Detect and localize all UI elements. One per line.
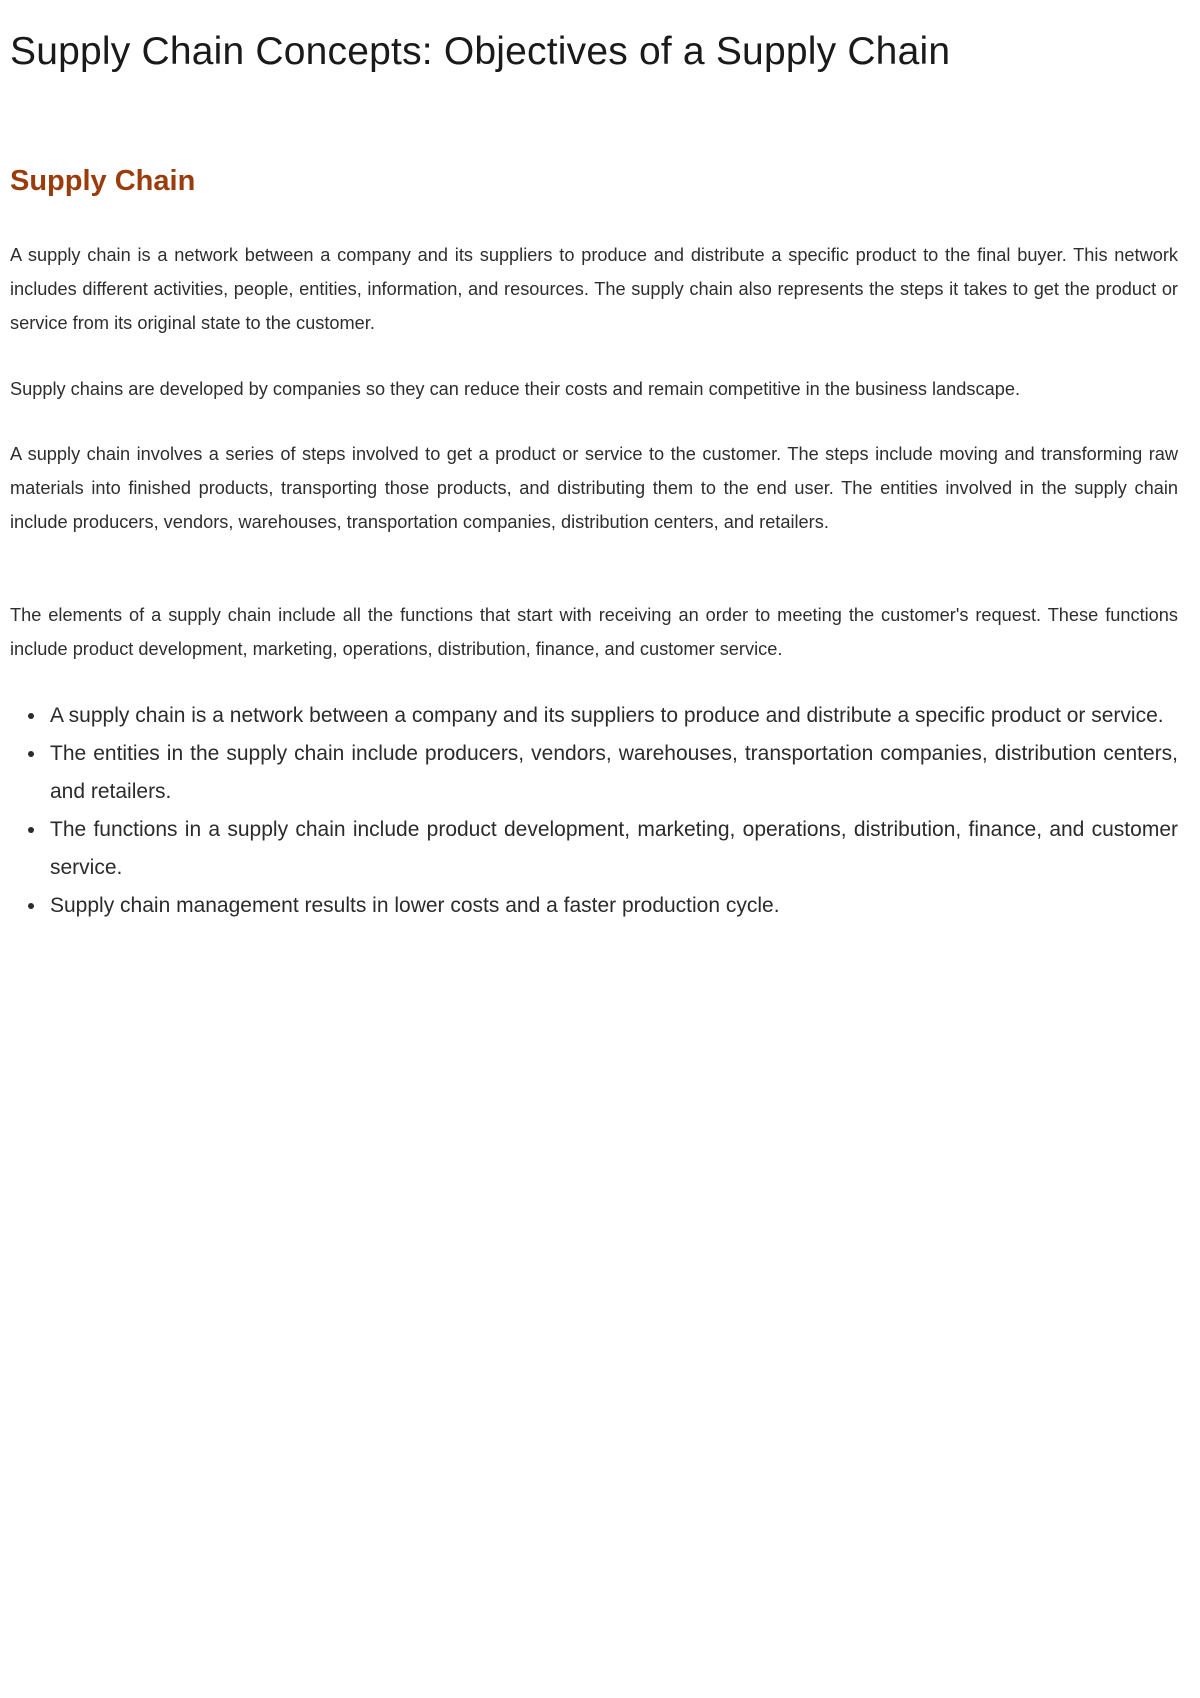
- list-item: [10, 697, 1178, 735]
- list-item: [10, 735, 1178, 811]
- paragraph-definition: A supply chain is a network between a company and its suppliers to produce and distribute a specific product to the final buyer. This network includes different activities, people, entities, information, and resources. The supply chain also represents the steps it takes to get the product or service from its original state to the customer.: [10, 245, 1178, 333]
- key-takeaways-list: [10, 697, 1178, 925]
- bullet-icon: [28, 827, 34, 833]
- page-title: Supply Chain Concepts: Objectives of a Supply Chain: [10, 30, 951, 73]
- paragraph-elements: The elements of a supply chain include all the functions that start with receiving an order to meeting the customer's request. These functions include product development, marketing, operations, distribution, finance, and customer service.: [10, 605, 1178, 659]
- paragraph-steps: A supply chain involves a series of steps involved to get a product or service to the customer. The steps include moving and transforming raw materials into finished products, transporting those products, and distributing them to the end user. The entities involved in the supply chain include producers, vendors, warehouses, transportation companies, distribution centers, and retailers.: [10, 444, 1178, 532]
- list-item-text: The entities in the supply chain include producers, vendors, warehouses, transportation companies, distribution centers, and retailers.: [50, 742, 1178, 803]
- list-item: [10, 887, 1178, 925]
- list-item-text: Supply chain management results in lower costs and a faster production cycle.: [50, 894, 780, 917]
- bullet-icon: [28, 751, 34, 757]
- list-item: [10, 811, 1178, 887]
- section-heading: Supply Chain: [10, 165, 196, 197]
- list-item-text: The functions in a supply chain include product development, marketing, operations, distribution, finance, and customer service.: [50, 818, 1178, 879]
- paragraph-purpose: Supply chains are developed by companies so they can reduce their costs and remain competitive in the business landscape.: [10, 379, 1020, 399]
- list-item-text: A supply chain is a network between a company and its suppliers to produce and distribute a specific product or service.: [50, 704, 1164, 727]
- bullet-icon: [28, 713, 34, 719]
- bullet-icon: [28, 903, 34, 909]
